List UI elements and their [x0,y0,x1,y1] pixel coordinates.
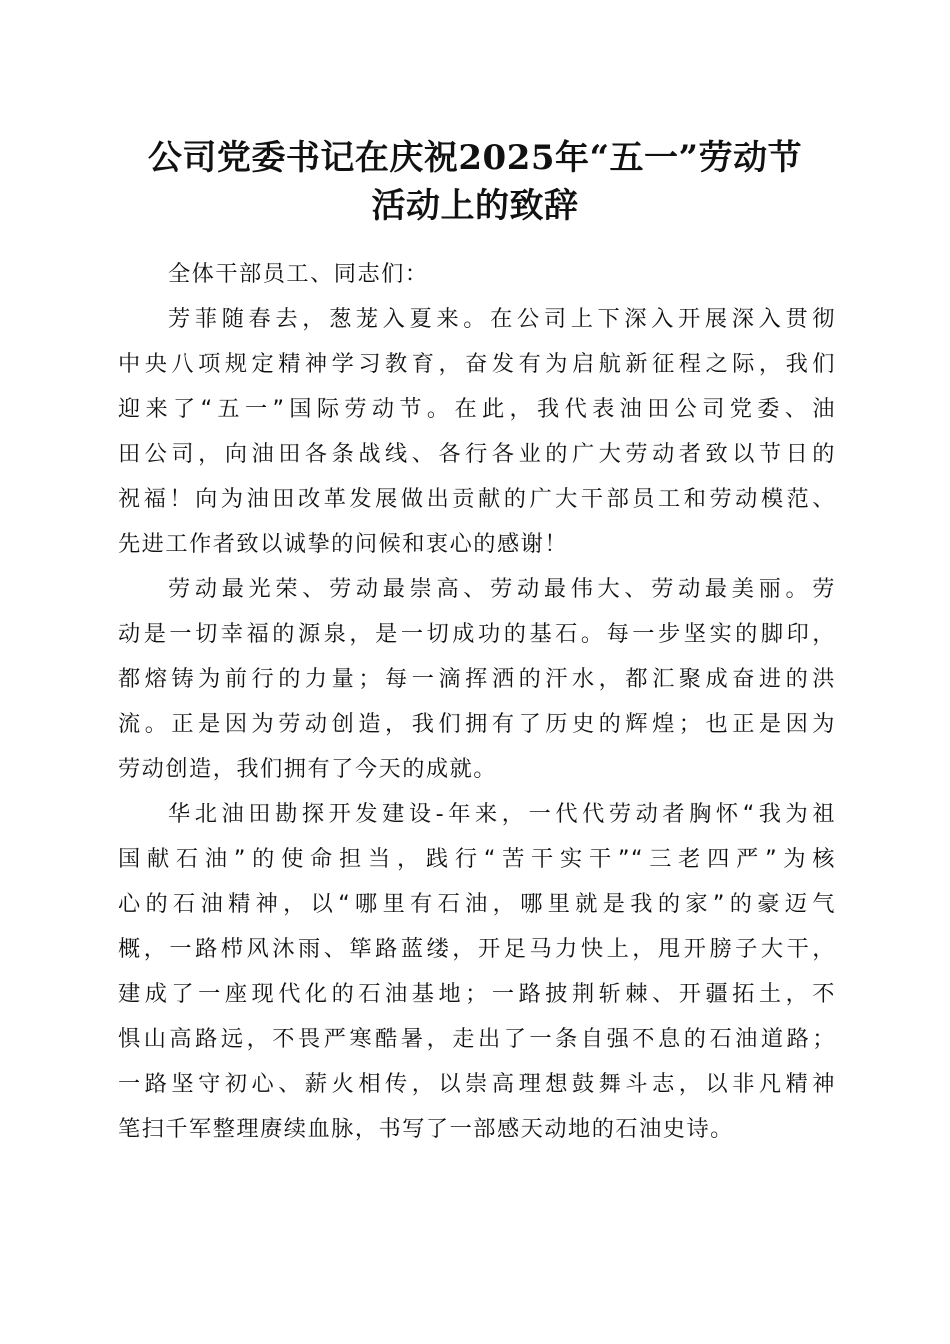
title-line: 活动上的致辞 [371,186,579,226]
paragraph-line: 劳动最光荣、劳动最崇高、劳动最伟大、劳动最美丽。劳 [168,576,836,602]
paragraph-line: 迎来了“五一”国际劳动节。在此，我代表油田公司党委、油 [118,396,836,422]
paragraph-line: 华北油田勘探开发建设-年来，一代代劳动者胸怀“我为祖 [168,801,836,827]
paragraph-line: 动是一切幸福的源泉，是一切成功的基石。每一步坚实的脚印， [118,621,836,647]
paragraph-line: 田公司，向油田各条战线、各行各业的广大劳动者致以节日的 [118,441,836,467]
paragraph-2 [118,567,836,792]
paragraph-line: 祝福！向为油田改革发展做出贡献的广大干部员工和劳动模范、 [118,486,836,512]
paragraph-line: 惧山高路远，不畏严寒酷暑，走出了一条自强不息的石油道路； [118,1026,836,1052]
document-body [118,252,836,1152]
paragraph-line: 劳动创造，我们拥有了今天的成就。 [118,756,497,782]
paragraph-line: 流。正是因为劳动创造，我们拥有了历史的辉煌；也正是因为 [118,711,836,737]
paragraph-line: 中央八项规定精神学习教育，奋发有为启航新征程之际，我们 [118,351,836,377]
paragraph-line: 建成了一座现代化的石油基地；一路披荆斩棘、开疆拓土，不 [118,981,836,1007]
paragraph-line: 芳菲随春去，葱茏入夏来。在公司上下深入开展深入贯彻 [168,306,836,332]
paragraph-line: 国献石油”的使命担当，践行“苦干实干”“三老四严”为核 [118,846,836,872]
paragraph-3 [118,792,836,1152]
paragraph-line: 一路坚守初心、薪火相传，以崇高理想鼓舞斗志，以非凡精神 [118,1071,836,1097]
paragraph-line: 心的石油精神，以“哪里有石油，哪里就是我的家”的豪迈气 [118,891,836,917]
title-line: 公司党委书记在庆祝2025年“五一”劳动节 [147,138,803,178]
salutation: 全体干部员工、同志们： [168,261,429,287]
document-title [100,134,850,230]
paragraph-1 [118,297,836,567]
paragraph-line: 概，一路栉风沐雨、筚路蓝缕，开足马力快上，甩开膀子大干， [118,936,836,962]
paragraph-line: 都熔铸为前行的力量；每一滴挥洒的汗水，都汇聚成奋进的洪 [118,666,836,692]
paragraph-line: 先进工作者致以诚挚的问候和衷心的感谢！ [118,531,569,557]
paragraph-line: 笔扫千军整理赓续血脉，书写了一部感天动地的石油史诗。 [118,1116,734,1142]
